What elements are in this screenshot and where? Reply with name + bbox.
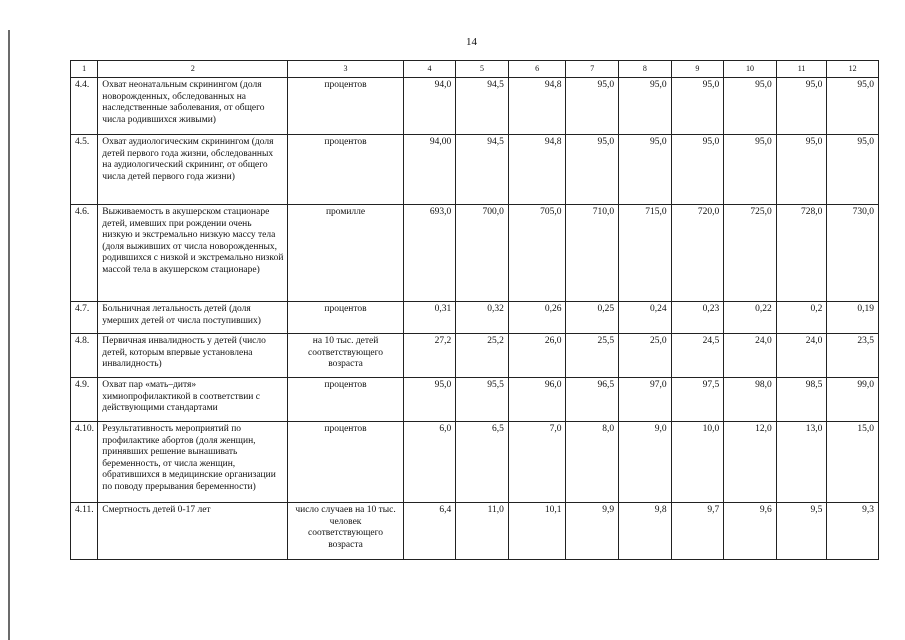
- row-number: 4.11.: [71, 503, 98, 560]
- unit-cell: процентов: [288, 135, 403, 205]
- value-cell: 9,5: [776, 503, 827, 560]
- unit-cell: на 10 тыс. детей соответствующего возраста: [288, 334, 403, 378]
- value-cell: 13,0: [776, 422, 827, 503]
- value-cell: 0,25: [566, 302, 619, 334]
- value-cell: 9,3: [827, 503, 879, 560]
- table-row: [71, 334, 879, 378]
- value-cell: 0,31: [403, 302, 456, 334]
- value-cell: 25,5: [566, 334, 619, 378]
- value-cell: 98,0: [724, 378, 777, 422]
- indicators-table: [70, 60, 879, 560]
- value-cell: 0,32: [456, 302, 509, 334]
- indicator-name: Охват неонатальным скринингом (доля новорожденных, обследованных на наследственные заболевания, от общего числа родившихся живыми): [98, 78, 288, 135]
- value-cell: 9,9: [566, 503, 619, 560]
- value-cell: 705,0: [508, 205, 566, 302]
- value-cell: 720,0: [671, 205, 724, 302]
- value-cell: 700,0: [456, 205, 509, 302]
- table-row: [71, 78, 879, 135]
- table-row: [71, 503, 879, 560]
- value-cell: 95,0: [619, 78, 672, 135]
- value-cell: 6,0: [403, 422, 456, 503]
- value-cell: 95,0: [403, 378, 456, 422]
- value-cell: 9,0: [619, 422, 672, 503]
- value-cell: 0,26: [508, 302, 566, 334]
- column-header: 2: [98, 61, 288, 78]
- page-number: 14: [466, 36, 477, 48]
- row-number: 4.9.: [71, 378, 98, 422]
- value-cell: 24,5: [671, 334, 724, 378]
- column-header: 11: [776, 61, 827, 78]
- row-number: 4.4.: [71, 78, 98, 135]
- value-cell: 94,8: [508, 78, 566, 135]
- table-row: [71, 378, 879, 422]
- indicator-name: Результативность мероприятий по профилактике абортов (доля женщин, принявших решение вынашивать беременность, от числа женщин, обратившихся в медицинские организации по поводу прерывания беременности): [98, 422, 288, 503]
- column-header: 1: [71, 61, 98, 78]
- unit-cell: процентов: [288, 422, 403, 503]
- indicator-name: Первичная инвалидность у детей (число детей, которым впервые установлена инвалидность): [98, 334, 288, 378]
- unit-cell: процентов: [288, 378, 403, 422]
- row-number: 4.10.: [71, 422, 98, 503]
- value-cell: 96,0: [508, 378, 566, 422]
- value-cell: 25,2: [456, 334, 509, 378]
- value-cell: 26,0: [508, 334, 566, 378]
- unit-cell: процентов: [288, 302, 403, 334]
- unit-cell: промилле: [288, 205, 403, 302]
- indicator-name: Охват аудиологическим скринингом (доля детей первого года жизни, обследованных на аудиологический скрининг, от общего числа детей первого года жизни): [98, 135, 288, 205]
- value-cell: 715,0: [619, 205, 672, 302]
- value-cell: 95,0: [566, 78, 619, 135]
- value-cell: 0,22: [724, 302, 777, 334]
- value-cell: 25,0: [619, 334, 672, 378]
- page-edge-line: [8, 30, 10, 640]
- value-cell: 95,0: [619, 135, 672, 205]
- value-cell: 8,0: [566, 422, 619, 503]
- value-cell: 95,0: [827, 78, 879, 135]
- value-cell: 95,0: [776, 135, 827, 205]
- column-header: 9: [671, 61, 724, 78]
- value-cell: 97,5: [671, 378, 724, 422]
- value-cell: 24,0: [724, 334, 777, 378]
- value-cell: 98,5: [776, 378, 827, 422]
- column-number-row: [71, 61, 879, 78]
- value-cell: 94,0: [403, 78, 456, 135]
- value-cell: 7,0: [508, 422, 566, 503]
- column-header: 12: [827, 61, 879, 78]
- value-cell: 95,0: [671, 135, 724, 205]
- value-cell: 97,0: [619, 378, 672, 422]
- value-cell: 725,0: [724, 205, 777, 302]
- column-header: 4: [403, 61, 456, 78]
- value-cell: 6,4: [403, 503, 456, 560]
- value-cell: 96,5: [566, 378, 619, 422]
- table-row: [71, 205, 879, 302]
- value-cell: 693,0: [403, 205, 456, 302]
- table-row: [71, 422, 879, 503]
- value-cell: 6,5: [456, 422, 509, 503]
- value-cell: 95,0: [671, 78, 724, 135]
- row-number: 4.6.: [71, 205, 98, 302]
- value-cell: 9,8: [619, 503, 672, 560]
- value-cell: 10,1: [508, 503, 566, 560]
- unit-cell: число случаев на 10 тыс. человек соответствующего возраста: [288, 503, 403, 560]
- value-cell: 95,0: [827, 135, 879, 205]
- value-cell: 94,8: [508, 135, 566, 205]
- unit-cell: процентов: [288, 78, 403, 135]
- value-cell: 94,5: [456, 135, 509, 205]
- table-row: [71, 302, 879, 334]
- column-header: 6: [508, 61, 566, 78]
- value-cell: 11,0: [456, 503, 509, 560]
- value-cell: 10,0: [671, 422, 724, 503]
- value-cell: 27,2: [403, 334, 456, 378]
- value-cell: 95,5: [456, 378, 509, 422]
- value-cell: 12,0: [724, 422, 777, 503]
- value-cell: 0,23: [671, 302, 724, 334]
- indicator-name: Смертность детей 0-17 лет: [98, 503, 288, 560]
- value-cell: 728,0: [776, 205, 827, 302]
- value-cell: 95,0: [724, 135, 777, 205]
- column-header: 8: [619, 61, 672, 78]
- value-cell: 0,19: [827, 302, 879, 334]
- row-number: 4.8.: [71, 334, 98, 378]
- value-cell: 94,5: [456, 78, 509, 135]
- value-cell: 9,7: [671, 503, 724, 560]
- value-cell: 15,0: [827, 422, 879, 503]
- column-header: 7: [566, 61, 619, 78]
- value-cell: 99,0: [827, 378, 879, 422]
- row-number: 4.5.: [71, 135, 98, 205]
- row-number: 4.7.: [71, 302, 98, 334]
- value-cell: 710,0: [566, 205, 619, 302]
- table-row: [71, 135, 879, 205]
- value-cell: 95,0: [724, 78, 777, 135]
- value-cell: 0,24: [619, 302, 672, 334]
- value-cell: 95,0: [566, 135, 619, 205]
- indicator-name: Охват пар «мать–дитя» химиопрофилактикой в соответствии с действующими стандартами: [98, 378, 288, 422]
- value-cell: 95,0: [776, 78, 827, 135]
- value-cell: 94,00: [403, 135, 456, 205]
- column-header: 10: [724, 61, 777, 78]
- indicator-name: Больничная летальность детей (доля умерших детей от числа поступивших): [98, 302, 288, 334]
- value-cell: 24,0: [776, 334, 827, 378]
- column-header: 5: [456, 61, 509, 78]
- value-cell: 9,6: [724, 503, 777, 560]
- value-cell: 730,0: [827, 205, 879, 302]
- column-header: 3: [288, 61, 403, 78]
- value-cell: 23,5: [827, 334, 879, 378]
- indicator-name: Выживаемость в акушерском стационаре детей, имевших при рождении очень низкую и экстремально низкую массу тела (доля выживших от числа новорожденных, родившихся с низкой и экстремально низкой массой тела в акушерском стационаре): [98, 205, 288, 302]
- value-cell: 0,2: [776, 302, 827, 334]
